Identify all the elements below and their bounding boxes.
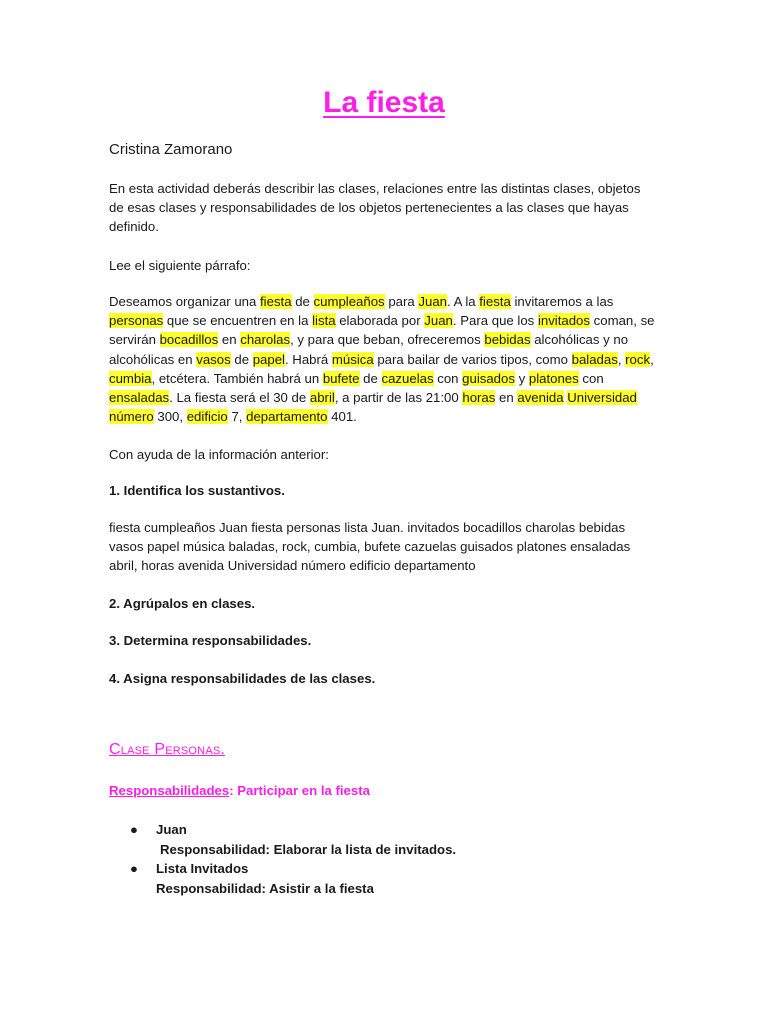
paragraph-text: coman, se servirán	[109, 313, 655, 348]
highlighted-noun: cumbia	[109, 370, 152, 386]
paragraph-text: para	[384, 294, 419, 309]
paragraph-text: en	[495, 390, 518, 406]
highlighted-noun: bocadillos	[159, 332, 219, 348]
instruction-text-2: Con ayuda de la información anterior:	[109, 447, 329, 462]
paragraph-text: con	[433, 370, 463, 386]
responsibilities-value: : Participar en la fiesta	[229, 783, 370, 798]
highlighted-noun: personas	[109, 313, 164, 329]
highlighted-noun: horas	[462, 390, 496, 406]
paragraph-text: , a partir de las 21:00	[334, 390, 463, 406]
paragraph-text: de	[291, 294, 314, 309]
highlighted-noun: invitados	[537, 313, 590, 329]
paragraph-text: , y para que beban, ofreceremos	[290, 332, 485, 348]
highlighted-noun: charolas	[240, 332, 291, 348]
highlighted-noun: bufete	[322, 370, 360, 386]
highlighted-noun: abril	[309, 390, 335, 406]
intro-paragraph: En esta actividad deberás describir las clases, relaciones entre las distintas clases, objetos de esas clases y responsabilidades de los objetos pertenecientes a las clases que hayas definido.	[109, 181, 641, 235]
highlighted-noun: lista	[312, 313, 336, 329]
question-2: 2. Agrúpalos en clases.	[109, 596, 256, 611]
paragraph-text: ,	[650, 351, 654, 367]
paragraph-text: de	[359, 370, 382, 386]
paragraph-text: . La fiesta será el 30 de	[169, 390, 310, 406]
highlighted-noun: avenida	[517, 390, 564, 406]
highlighted-noun: ensaladas	[109, 390, 170, 406]
answer-1: fiesta cumpleaños Juan fiesta personas lista Juan. invitados bocadillos charolas bebidas vasos papel música baladas, rock, cumbia, bufete cazuelas guisados platones ensaladas abril, horas avenida Universidad número edificio departamento	[109, 520, 631, 574]
paragraph-text: que se encuentren en la	[163, 313, 313, 329]
paragraph-text: invitaremos a las	[510, 294, 614, 309]
paragraph-text: . Habrá	[284, 351, 332, 367]
instruction-text: Lee el siguiente párrafo:	[109, 258, 251, 273]
highlighted-noun: papel	[252, 351, 285, 367]
question-3: 3. Determina responsabilidades.	[109, 633, 312, 648]
highlighted-noun: rock	[625, 351, 651, 367]
highlighted-noun: cazuelas	[381, 370, 434, 386]
question-4: 4. Asigna responsabilidades de las clases.	[109, 671, 376, 686]
highlighted-noun: bebidas	[484, 332, 531, 348]
paragraph-text: , etcétera. También habrá un	[151, 370, 323, 386]
highlighted-noun: baladas	[571, 351, 618, 367]
paragraph-text: para bailar de varios tipos, como	[373, 351, 572, 367]
paragraph-text: 401.	[327, 409, 357, 425]
paragraph-text: alcohólicas y no alcohólicas en	[109, 332, 629, 367]
paragraph-text: . A la	[447, 294, 480, 309]
paragraph-text: 7,	[227, 409, 247, 425]
responsibilities-label: Responsabilidades	[109, 783, 230, 798]
question-1: 1. Identifica los sustantivos.	[109, 483, 285, 498]
highlighted-noun: departamento	[246, 409, 328, 425]
paragraph-text: y	[514, 370, 529, 386]
list-item-label: Juan	[156, 822, 187, 837]
class-heading: Clase Personas.	[109, 741, 226, 758]
responsibility-text: Responsabilidad: Asistir a la fiesta	[156, 880, 374, 896]
highlighted-noun: fiesta	[260, 294, 292, 309]
responsibility-text: Responsabilidad: Elaborar la lista de invitados.	[160, 841, 457, 857]
highlighted-noun: música	[331, 351, 374, 367]
highlighted-noun: edificio	[186, 409, 228, 425]
paragraph-text: ,	[617, 351, 626, 367]
highlighted-noun: cumpleaños	[313, 294, 385, 309]
bullet-icon: ●	[130, 822, 138, 837]
author-name: Cristina Zamorano	[109, 141, 233, 158]
page-title: La fiesta	[323, 86, 445, 119]
paragraph-text: 300,	[153, 409, 187, 425]
list-item-label: Lista Invitados	[156, 861, 249, 876]
responsibilities-line	[109, 783, 370, 798]
highlighted-noun: platones	[528, 370, 579, 386]
highlighted-noun: vasos	[196, 351, 231, 367]
paragraph-text: elaborada por	[335, 313, 425, 329]
paragraph-text: Deseamos organizar una	[109, 294, 261, 309]
bullet-icon: ●	[130, 861, 138, 876]
highlighted-noun: Juan	[424, 313, 453, 329]
highlighted-noun: Universidad número	[109, 390, 637, 425]
highlighted-noun: Juan	[418, 294, 447, 309]
story-paragraph	[109, 292, 657, 426]
highlighted-noun: fiesta	[479, 294, 511, 309]
paragraph-text: con	[578, 370, 604, 386]
paragraph-text: en	[218, 332, 241, 348]
highlighted-noun: guisados	[462, 370, 515, 386]
paragraph-text: de	[230, 351, 253, 367]
paragraph-text: . Para que los	[452, 313, 538, 329]
